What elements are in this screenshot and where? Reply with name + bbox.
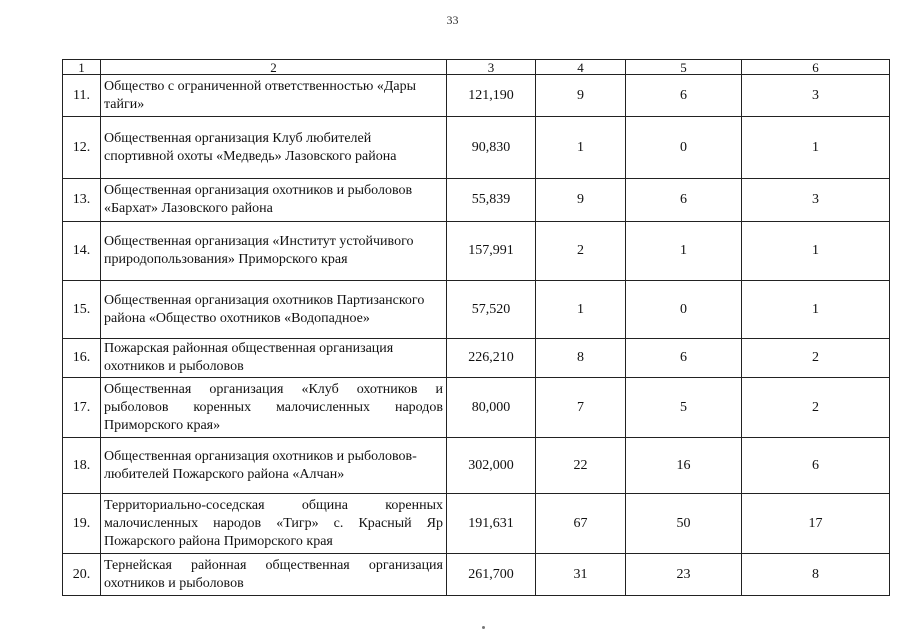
cell-col5: 23 bbox=[626, 554, 742, 596]
cell-col3: 302,000 bbox=[447, 438, 536, 494]
table-row bbox=[63, 339, 890, 378]
cell-col3: 121,190 bbox=[447, 75, 536, 117]
table-row bbox=[63, 494, 890, 554]
cell-col3: 226,210 bbox=[447, 339, 536, 378]
scan-speck bbox=[482, 626, 485, 629]
organization-name: Общество с ограниченной ответственностью «Дары тайги» bbox=[101, 75, 447, 117]
cell-col4: 8 bbox=[536, 339, 626, 378]
cell-col6: 3 bbox=[742, 75, 890, 117]
cell-col4: 67 bbox=[536, 494, 626, 554]
cell-col3: 80,000 bbox=[447, 378, 536, 438]
cell-col6: 6 bbox=[742, 438, 890, 494]
organization-name: Общественная организация «Институт устойчивого природопользования» Приморского края bbox=[101, 222, 447, 281]
column-header: 4 bbox=[536, 60, 626, 75]
cell-col4: 22 bbox=[536, 438, 626, 494]
cell-col5: 50 bbox=[626, 494, 742, 554]
table-row bbox=[63, 281, 890, 339]
row-number: 12. bbox=[63, 117, 101, 179]
row-number: 20. bbox=[63, 554, 101, 596]
cell-col6: 1 bbox=[742, 281, 890, 339]
data-table bbox=[62, 59, 890, 596]
column-header: 3 bbox=[447, 60, 536, 75]
cell-col4: 9 bbox=[536, 75, 626, 117]
organization-name: Общественная организация охотников и рыболовов-любителей Пожарского района «Алчан» bbox=[101, 438, 447, 494]
cell-col6: 2 bbox=[742, 378, 890, 438]
row-number: 16. bbox=[63, 339, 101, 378]
cell-col5: 1 bbox=[626, 222, 742, 281]
cell-col4: 1 bbox=[536, 281, 626, 339]
cell-col5: 6 bbox=[626, 75, 742, 117]
table-row bbox=[63, 554, 890, 596]
cell-col4: 1 bbox=[536, 117, 626, 179]
cell-col5: 5 bbox=[626, 378, 742, 438]
organization-name: Территориально-соседская община коренных малочисленных народов «Тигр» с. Красный Яр Пожарского района Приморского края bbox=[101, 494, 447, 554]
cell-col6: 17 bbox=[742, 494, 890, 554]
column-header: 6 bbox=[742, 60, 890, 75]
table-row bbox=[63, 117, 890, 179]
table-row bbox=[63, 179, 890, 222]
cell-col3: 261,700 bbox=[447, 554, 536, 596]
organization-name: Пожарская районная общественная организация охотников и рыболовов bbox=[101, 339, 447, 378]
cell-col6: 3 bbox=[742, 179, 890, 222]
row-number: 19. bbox=[63, 494, 101, 554]
cell-col5: 6 bbox=[626, 339, 742, 378]
table-row bbox=[63, 378, 890, 438]
cell-col6: 2 bbox=[742, 339, 890, 378]
row-number: 17. bbox=[63, 378, 101, 438]
cell-col5: 0 bbox=[626, 281, 742, 339]
cell-col5: 0 bbox=[626, 117, 742, 179]
cell-col4: 7 bbox=[536, 378, 626, 438]
cell-col6: 8 bbox=[742, 554, 890, 596]
cell-col3: 55,839 bbox=[447, 179, 536, 222]
column-header: 5 bbox=[626, 60, 742, 75]
table-row bbox=[63, 222, 890, 281]
cell-col4: 2 bbox=[536, 222, 626, 281]
column-header: 1 bbox=[63, 60, 101, 75]
cell-col5: 6 bbox=[626, 179, 742, 222]
table-header-row bbox=[63, 60, 890, 75]
row-number: 18. bbox=[63, 438, 101, 494]
organization-name: Тернейская районная общественная организация охотников и рыболовов bbox=[101, 554, 447, 596]
page-number: 33 bbox=[446, 13, 459, 27]
row-number: 14. bbox=[63, 222, 101, 281]
organization-name: Общественная организация охотников и рыболовов «Бархат» Лазовского района bbox=[101, 179, 447, 222]
cell-col3: 57,520 bbox=[447, 281, 536, 339]
cell-col6: 1 bbox=[742, 222, 890, 281]
cell-col5: 16 bbox=[626, 438, 742, 494]
row-number: 11. bbox=[63, 75, 101, 117]
column-header: 2 bbox=[101, 60, 447, 75]
organization-name: Общественная организация Клуб любителей спортивной охоты «Медведь» Лазовского района bbox=[101, 117, 447, 179]
cell-col3: 157,991 bbox=[447, 222, 536, 281]
row-number: 13. bbox=[63, 179, 101, 222]
cell-col4: 31 bbox=[536, 554, 626, 596]
table-row bbox=[63, 75, 890, 117]
organization-name: Общественная организация охотников Партизанского района «Общество охотников «Водопадное» bbox=[101, 281, 447, 339]
cell-col6: 1 bbox=[742, 117, 890, 179]
row-number: 15. bbox=[63, 281, 101, 339]
cell-col3: 90,830 bbox=[447, 117, 536, 179]
organization-name: Общественная организация «Клуб охотников и рыболовов коренных малочисленных народов Приморского края» bbox=[101, 378, 447, 438]
cell-col3: 191,631 bbox=[447, 494, 536, 554]
table-row bbox=[63, 438, 890, 494]
cell-col4: 9 bbox=[536, 179, 626, 222]
